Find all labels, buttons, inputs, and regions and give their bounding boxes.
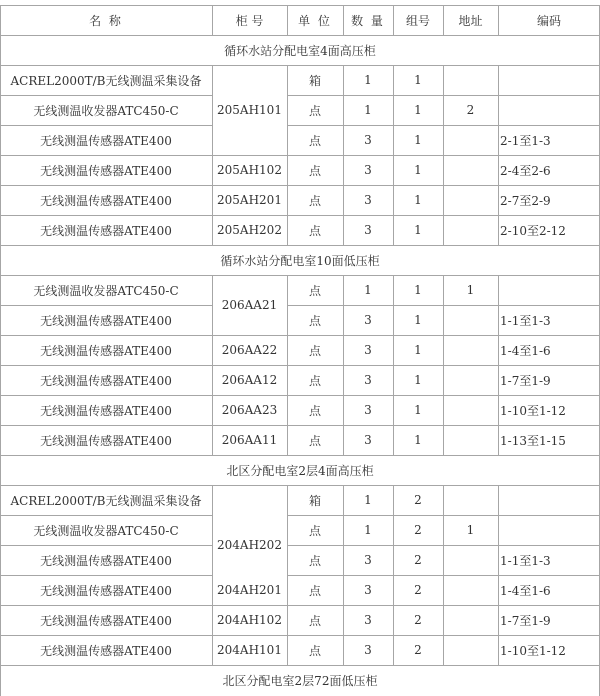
cabinet-number: 204AH202 [217, 538, 282, 552]
cabinet-number: 204AH101 [217, 643, 282, 657]
item-addr: 1 [466, 283, 475, 297]
item-qty: 3 [364, 313, 372, 327]
item-name: 无线测温传感器ATE400 [40, 313, 172, 328]
item-addr [443, 335, 498, 365]
cabinet-number: 205AH101 [217, 103, 282, 117]
table-row [0, 485, 600, 515]
item-name: 无线测温传感器ATE400 [40, 643, 172, 658]
item-unit: 点 [308, 313, 321, 328]
cabinet-number: 206AA21 [221, 298, 278, 312]
item-qty: 3 [364, 343, 372, 357]
table-row [0, 185, 600, 215]
item-unit: 箱 [308, 493, 321, 508]
item-addr [443, 545, 498, 575]
item-name: 无线测温收发器ATC450-C [33, 283, 179, 298]
table-row [0, 95, 600, 125]
cabinet-number: 206AA12 [221, 373, 278, 387]
item-addr [443, 605, 498, 635]
item-group: 2 [414, 583, 422, 597]
item-code: 1-7至1-9 [500, 613, 551, 628]
item-group: 1 [414, 403, 422, 417]
item-group: 1 [414, 283, 422, 297]
table-row [0, 65, 600, 95]
header-code: 编码 [536, 13, 561, 28]
item-code: 1-10至1-12 [500, 643, 566, 658]
table-row [0, 215, 600, 245]
cabinet-number: 206AA23 [221, 403, 278, 417]
item-qty: 1 [364, 73, 372, 87]
item-code: 1-10至1-12 [500, 403, 566, 418]
item-qty: 3 [364, 193, 372, 207]
header-group: 组号 [405, 13, 430, 28]
item-code: 2-1至1-3 [500, 133, 551, 148]
item-unit: 点 [308, 193, 321, 208]
item-unit: 点 [308, 583, 321, 598]
item-name: ACREL2000T/B无线测温采集设备 [10, 73, 202, 88]
item-unit: 点 [308, 103, 321, 118]
item-name: 无线测温传感器ATE400 [40, 373, 172, 388]
section-title: 循环水站分配电室10面低压柜 [220, 253, 380, 268]
item-qty: 1 [364, 493, 372, 507]
item-code: 1-1至1-3 [500, 553, 551, 568]
item-qty: 1 [364, 283, 372, 297]
item-code: 1-4至1-6 [500, 343, 551, 358]
table-row [0, 425, 600, 455]
item-unit: 点 [308, 373, 321, 388]
item-addr [443, 65, 498, 95]
item-group: 2 [414, 523, 422, 537]
cabinet-number: 205AH202 [217, 223, 282, 237]
cabinet-number: 206AA22 [221, 343, 278, 357]
cabinet-number: 204AH102 [217, 613, 282, 627]
item-qty: 3 [364, 583, 372, 597]
table-row [0, 515, 600, 545]
item-qty: 3 [364, 613, 372, 627]
item-name: 无线测温传感器ATE400 [40, 433, 172, 448]
item-group: 1 [414, 433, 422, 447]
item-qty: 3 [364, 403, 372, 417]
item-name: 无线测温传感器ATE400 [40, 163, 172, 178]
item-code: 2-4至2-6 [500, 163, 551, 178]
item-group: 1 [414, 73, 422, 87]
item-unit: 点 [308, 523, 321, 538]
header-name: 名 称 [89, 13, 123, 28]
item-name: ACREL2000T/B无线测温采集设备 [10, 493, 202, 508]
table-row [0, 155, 600, 185]
item-name: 无线测温传感器ATE400 [40, 553, 172, 568]
item-unit: 点 [308, 553, 321, 568]
table-row [0, 545, 600, 575]
item-qty: 3 [364, 133, 372, 147]
item-unit: 点 [308, 403, 321, 418]
item-unit: 点 [308, 283, 321, 298]
item-addr: 2 [466, 103, 475, 117]
item-name: 无线测温收发器ATC450-C [33, 523, 179, 538]
item-unit: 点 [308, 643, 321, 658]
item-unit: 点 [308, 223, 321, 238]
item-unit: 箱 [308, 73, 321, 88]
section-title: 北区分配电室2层4面高压柜 [226, 463, 374, 478]
item-addr [443, 365, 498, 395]
item-name: 无线测温传感器ATE400 [40, 223, 172, 238]
item-addr [443, 395, 498, 425]
item-qty: 3 [364, 373, 372, 387]
cabinet-number: 205AH102 [217, 163, 282, 177]
item-group: 1 [414, 163, 422, 177]
item-qty: 3 [364, 163, 372, 177]
cabinet-number: 204AH201 [217, 583, 282, 597]
item-unit: 点 [308, 133, 321, 148]
cabinet-number: 205AH201 [217, 193, 282, 207]
item-group: 2 [414, 613, 422, 627]
item-code [498, 485, 600, 515]
item-addr [443, 215, 498, 245]
item-unit: 点 [308, 343, 321, 358]
cabinet-number: 206AA11 [221, 433, 278, 447]
item-qty: 3 [364, 553, 372, 567]
table-row [0, 335, 600, 365]
item-name: 无线测温传感器ATE400 [40, 193, 172, 208]
table-row [0, 635, 600, 665]
section-title-row [0, 455, 600, 485]
section-title: 北区分配电室2层72面低压柜 [222, 673, 378, 688]
item-addr [443, 635, 498, 665]
table-row [0, 575, 600, 605]
item-group: 2 [414, 643, 422, 657]
item-group: 1 [414, 133, 422, 147]
section-title: 循环水站分配电室4面高压柜 [224, 43, 376, 58]
item-qty: 3 [364, 433, 372, 447]
item-unit: 点 [308, 613, 321, 628]
item-addr [443, 485, 498, 515]
item-group: 1 [414, 313, 422, 327]
item-group: 2 [414, 553, 422, 567]
header-qty: 数 量 [351, 13, 385, 28]
header-cabinet: 柜 号 [235, 13, 264, 28]
item-code: 1-4至1-6 [500, 583, 551, 598]
item-addr [443, 575, 498, 605]
item-addr [443, 155, 498, 185]
table-row [0, 395, 600, 425]
item-code: 1-1至1-3 [500, 313, 551, 328]
item-unit: 点 [308, 163, 321, 178]
item-addr [443, 305, 498, 335]
item-group: 1 [414, 193, 422, 207]
item-group: 1 [414, 343, 422, 357]
table-row [0, 365, 600, 395]
item-name: 无线测温收发器ATC450-C [33, 103, 179, 118]
item-code [498, 65, 600, 95]
item-name: 无线测温传感器ATE400 [40, 613, 172, 628]
item-group: 1 [414, 103, 422, 117]
item-group: 1 [414, 373, 422, 387]
item-code [498, 515, 600, 545]
item-code: 1-13至1-15 [500, 433, 566, 448]
section-title-row [0, 665, 600, 695]
item-addr [443, 125, 498, 155]
item-group: 1 [414, 223, 422, 237]
item-addr: 1 [466, 523, 475, 537]
table-row [0, 305, 600, 335]
item-qty: 3 [364, 643, 372, 657]
item-code [498, 275, 600, 305]
table-header [0, 5, 600, 35]
item-code [498, 95, 600, 125]
item-group: 2 [414, 493, 422, 507]
item-code: 2-7至2-9 [500, 193, 551, 208]
header-addr: 地址 [458, 13, 483, 28]
table-row [0, 605, 600, 635]
item-qty: 3 [364, 223, 372, 237]
item-qty: 1 [364, 523, 372, 537]
item-name: 无线测温传感器ATE400 [40, 583, 172, 598]
item-addr [443, 185, 498, 215]
item-name: 无线测温传感器ATE400 [40, 403, 172, 418]
table-row [0, 125, 600, 155]
item-name: 无线测温传感器ATE400 [40, 133, 172, 148]
section-title-row [0, 35, 600, 65]
item-qty: 1 [364, 103, 372, 117]
item-code: 2-10至2-12 [500, 223, 566, 238]
table-row [0, 275, 600, 305]
header-unit: 单 位 [298, 13, 332, 28]
item-addr [443, 425, 498, 455]
item-code: 1-7至1-9 [500, 373, 551, 388]
section-title-row [0, 245, 600, 275]
item-unit: 点 [308, 433, 321, 448]
item-name: 无线测温传感器ATE400 [40, 343, 172, 358]
